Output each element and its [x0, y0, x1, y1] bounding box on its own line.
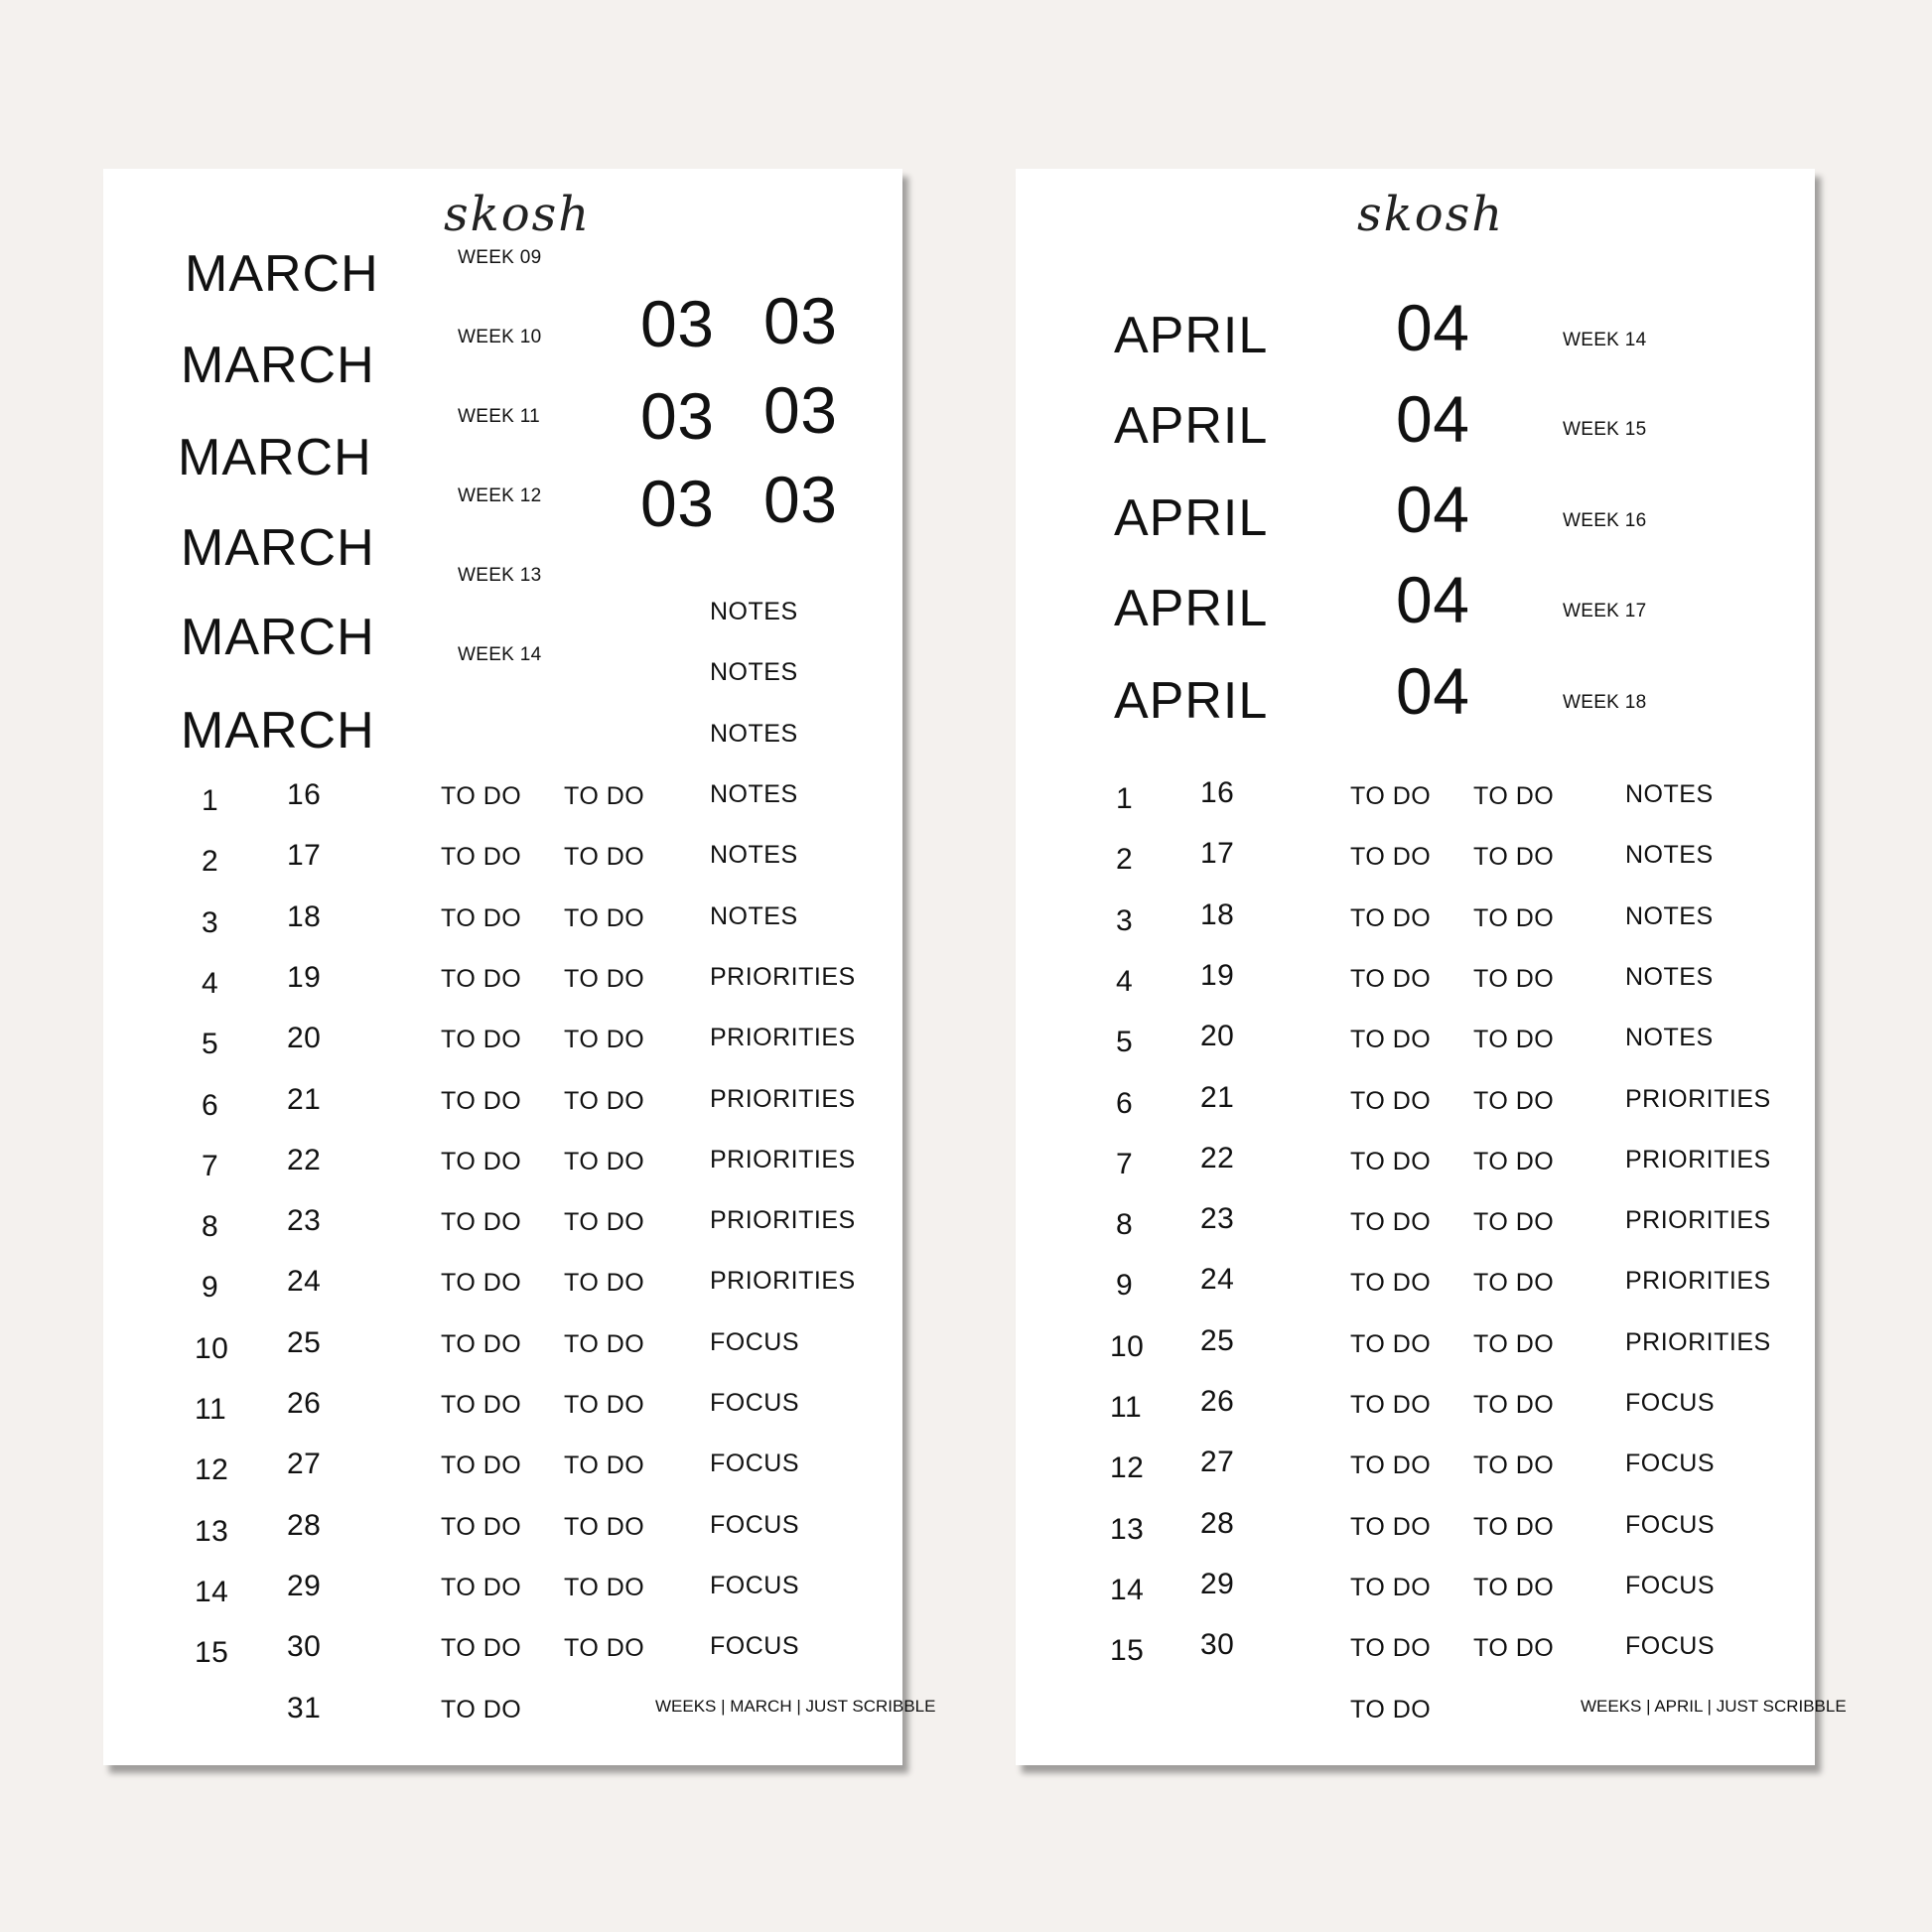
day-number: 17	[287, 839, 322, 873]
todo-label: TO DO	[1473, 1026, 1555, 1054]
todo-label: TO DO	[1350, 782, 1432, 810]
month-number: 03	[763, 284, 838, 357]
month-number: 03	[640, 379, 715, 453]
day-number: 18	[1200, 897, 1235, 931]
week-label: WEEK 14	[1563, 330, 1647, 350]
day-number: 3	[1116, 903, 1134, 937]
day-number: 1	[202, 784, 219, 817]
day-number: 13	[195, 1514, 229, 1548]
month-number: 04	[1396, 563, 1470, 636]
todo-label: TO DO	[564, 843, 645, 872]
day-number: 18	[287, 899, 322, 933]
day-number: 11	[195, 1393, 227, 1426]
day-number: 7	[1116, 1147, 1134, 1180]
todo-label: TO DO	[441, 1573, 522, 1601]
section-label: PRIORITIES	[1625, 1206, 1771, 1235]
week-label: WEEK 15	[1563, 419, 1647, 440]
day-number: 20	[287, 1022, 322, 1055]
day-number: 26	[287, 1387, 322, 1420]
todo-label: TO DO	[441, 1512, 522, 1541]
section-label: PRIORITIES	[1625, 1327, 1771, 1356]
day-number: 21	[1200, 1080, 1235, 1114]
day-number: 5	[202, 1028, 219, 1061]
day-number: 16	[287, 778, 322, 811]
todo-label: TO DO	[1473, 1086, 1555, 1115]
week-label: WEEK 17	[1563, 601, 1647, 621]
todo-label: TO DO	[441, 1147, 522, 1175]
section-label: PRIORITIES	[710, 1206, 856, 1235]
day-number: 14	[195, 1575, 229, 1608]
todo-label: TO DO	[441, 1634, 522, 1663]
todo-label: TO DO	[1473, 1269, 1555, 1298]
day-number: 22	[1200, 1141, 1235, 1174]
month-number: 03	[763, 463, 838, 536]
day-number: 9	[202, 1271, 219, 1305]
day-number: 26	[1200, 1385, 1235, 1418]
todo-label: TO DO	[441, 1086, 522, 1115]
day-number: 30	[287, 1630, 322, 1664]
month-label: APRIL	[1114, 672, 1269, 730]
day-number: 2	[202, 845, 219, 879]
section-label: PRIORITIES	[710, 1145, 856, 1173]
day-number: 3	[202, 905, 219, 939]
todo-label: TO DO	[441, 1695, 522, 1724]
todo-label: TO DO	[1350, 1147, 1432, 1175]
month-label: MARCH	[181, 702, 375, 759]
section-label: FOCUS	[1625, 1571, 1715, 1599]
todo-label: TO DO	[1473, 1208, 1555, 1237]
day-number: 29	[1200, 1567, 1235, 1600]
todo-label: TO DO	[1350, 1269, 1432, 1298]
todo-label: TO DO	[441, 782, 522, 810]
day-number: 12	[195, 1453, 229, 1487]
todo-label: TO DO	[1473, 843, 1555, 872]
section-label: NOTES	[710, 780, 798, 808]
day-number: 24	[287, 1265, 322, 1299]
section-label: FOCUS	[710, 1389, 799, 1417]
month-label: APRIL	[1114, 397, 1269, 455]
footer-text: WEEKS | MARCH | JUST SCRIBBLE	[655, 1697, 936, 1716]
todo-label: TO DO	[1350, 1695, 1432, 1724]
section-label: FOCUS	[1625, 1510, 1715, 1539]
section-label: NOTES	[710, 901, 798, 930]
section-label: FOCUS	[710, 1571, 799, 1599]
week-label: WEEK 10	[458, 327, 542, 347]
day-number: 31	[287, 1691, 322, 1725]
day-number: 12	[1110, 1451, 1145, 1485]
day-number: 13	[1110, 1512, 1145, 1546]
todo-label: TO DO	[1473, 964, 1555, 993]
section-label: PRIORITIES	[1625, 1267, 1771, 1296]
week-label: WEEK 11	[458, 406, 541, 427]
month-number: 03	[640, 287, 715, 360]
todo-label: TO DO	[564, 1634, 645, 1663]
section-label: PRIORITIES	[1625, 1084, 1771, 1113]
todo-label: TO DO	[564, 1147, 645, 1175]
todo-label: TO DO	[564, 964, 645, 993]
todo-label: TO DO	[564, 1573, 645, 1601]
section-label: PRIORITIES	[1625, 1145, 1771, 1173]
day-number: 4	[1116, 964, 1134, 998]
day-number: 1	[1116, 782, 1134, 815]
day-number: 28	[1200, 1506, 1235, 1540]
week-label: WEEK 13	[458, 565, 542, 586]
sticker-sheet-march	[103, 169, 936, 1765]
skosh-logo: skosh	[444, 187, 592, 242]
day-number: 25	[287, 1325, 322, 1359]
month-label: MARCH	[181, 337, 375, 394]
todo-label: TO DO	[1473, 1451, 1555, 1480]
week-label: WEEK 14	[458, 644, 542, 665]
day-number: 21	[287, 1082, 322, 1116]
todo-label: TO DO	[564, 782, 645, 810]
month-label: APRIL	[1114, 307, 1269, 364]
day-number: 28	[287, 1508, 322, 1542]
notes-label: NOTES	[710, 658, 798, 686]
month-number: 03	[640, 467, 715, 540]
todo-label: TO DO	[441, 1451, 522, 1480]
todo-label: TO DO	[441, 843, 522, 872]
todo-label: TO DO	[1350, 1573, 1432, 1601]
todo-label: TO DO	[1350, 1208, 1432, 1237]
todo-label: TO DO	[564, 1512, 645, 1541]
month-label: APRIL	[1114, 489, 1269, 547]
month-number: 03	[763, 373, 838, 447]
todo-label: TO DO	[564, 1208, 645, 1237]
todo-label: TO DO	[1350, 1329, 1432, 1358]
section-label: NOTES	[1625, 841, 1714, 870]
todo-label: TO DO	[1473, 1634, 1555, 1663]
month-number: 04	[1396, 291, 1470, 364]
todo-label: TO DO	[441, 1329, 522, 1358]
day-number: 27	[1200, 1446, 1235, 1479]
day-number: 29	[287, 1569, 322, 1602]
todo-label: TO DO	[564, 1026, 645, 1054]
todo-label: TO DO	[564, 1329, 645, 1358]
todo-label: TO DO	[1473, 782, 1555, 810]
day-number: 7	[202, 1149, 219, 1182]
todo-label: TO DO	[564, 1269, 645, 1298]
week-label: WEEK 09	[458, 247, 542, 268]
todo-label: TO DO	[441, 1269, 522, 1298]
todo-label: TO DO	[1473, 1573, 1555, 1601]
month-label: MARCH	[185, 245, 379, 303]
day-number: 19	[1200, 958, 1235, 992]
day-number: 15	[1110, 1634, 1145, 1668]
week-label: WEEK 12	[458, 485, 542, 506]
day-number: 11	[1110, 1391, 1143, 1424]
todo-label: TO DO	[1350, 1086, 1432, 1115]
todo-label: TO DO	[441, 964, 522, 993]
day-number: 6	[202, 1088, 219, 1122]
todo-label: TO DO	[1350, 843, 1432, 872]
day-number: 8	[202, 1210, 219, 1244]
day-number: 4	[202, 966, 219, 1000]
todo-label: TO DO	[1350, 1026, 1432, 1054]
todo-label: TO DO	[564, 1451, 645, 1480]
day-number: 25	[1200, 1323, 1235, 1357]
week-label: WEEK 16	[1563, 510, 1647, 531]
todo-label: TO DO	[1350, 1634, 1432, 1663]
day-number: 23	[287, 1204, 322, 1238]
todo-label: TO DO	[564, 1391, 645, 1419]
section-label: FOCUS	[710, 1510, 799, 1539]
todo-label: TO DO	[1350, 1512, 1432, 1541]
section-label: PRIORITIES	[710, 1024, 856, 1052]
notes-label: NOTES	[710, 598, 798, 625]
day-number: 30	[1200, 1628, 1235, 1662]
month-number: 04	[1396, 473, 1470, 546]
notes-label: NOTES	[710, 720, 798, 748]
todo-label: TO DO	[564, 1086, 645, 1115]
todo-label: TO DO	[441, 1208, 522, 1237]
section-label: FOCUS	[710, 1449, 799, 1478]
todo-label: TO DO	[1350, 964, 1432, 993]
day-number: 5	[1116, 1026, 1134, 1059]
day-number: 15	[195, 1636, 229, 1670]
section-label: NOTES	[1625, 901, 1714, 930]
day-number: 27	[287, 1448, 322, 1481]
month-label: MARCH	[181, 519, 375, 577]
day-number: 8	[1116, 1208, 1134, 1242]
sticker-sheet-april	[1016, 169, 1847, 1765]
section-label: PRIORITIES	[710, 962, 856, 991]
todo-label: TO DO	[441, 1026, 522, 1054]
section-label: FOCUS	[1625, 1632, 1715, 1661]
section-label: NOTES	[1625, 962, 1714, 991]
section-label: FOCUS	[710, 1632, 799, 1661]
section-label: NOTES	[1625, 780, 1714, 808]
week-label: WEEK 18	[1563, 692, 1647, 713]
section-label: NOTES	[710, 841, 798, 870]
day-number: 10	[195, 1331, 229, 1365]
month-label: MARCH	[178, 429, 372, 486]
day-number: 10	[1110, 1329, 1145, 1363]
todo-label: TO DO	[1473, 1329, 1555, 1358]
todo-label: TO DO	[1350, 1451, 1432, 1480]
month-number: 04	[1396, 654, 1470, 728]
section-label: FOCUS	[1625, 1389, 1715, 1417]
todo-label: TO DO	[1473, 903, 1555, 932]
section-label: FOCUS	[1625, 1449, 1715, 1478]
day-number: 16	[1200, 776, 1235, 809]
section-label: NOTES	[1625, 1024, 1714, 1052]
day-number: 22	[287, 1143, 322, 1176]
todo-label: TO DO	[564, 903, 645, 932]
day-number: 20	[1200, 1020, 1235, 1053]
todo-label: TO DO	[1473, 1391, 1555, 1419]
day-number: 14	[1110, 1573, 1145, 1606]
footer-text: WEEKS | APRIL | JUST SCRIBBLE	[1581, 1697, 1847, 1716]
day-number: 6	[1116, 1086, 1134, 1120]
section-label: FOCUS	[710, 1327, 799, 1356]
day-number: 24	[1200, 1263, 1235, 1297]
todo-label: TO DO	[1350, 903, 1432, 932]
day-number: 23	[1200, 1202, 1235, 1236]
day-number: 17	[1200, 837, 1235, 871]
day-number: 2	[1116, 843, 1134, 877]
todo-label: TO DO	[1350, 1391, 1432, 1419]
month-label: MARCH	[181, 609, 375, 666]
month-number: 04	[1396, 382, 1470, 456]
day-number: 19	[287, 960, 322, 994]
section-label: PRIORITIES	[710, 1084, 856, 1113]
todo-label: TO DO	[1473, 1147, 1555, 1175]
section-label: PRIORITIES	[710, 1267, 856, 1296]
todo-label: TO DO	[441, 1391, 522, 1419]
day-number: 9	[1116, 1269, 1134, 1303]
todo-label: TO DO	[1473, 1512, 1555, 1541]
month-label: APRIL	[1114, 580, 1269, 637]
skosh-logo: skosh	[1357, 187, 1505, 242]
todo-label: TO DO	[441, 903, 522, 932]
